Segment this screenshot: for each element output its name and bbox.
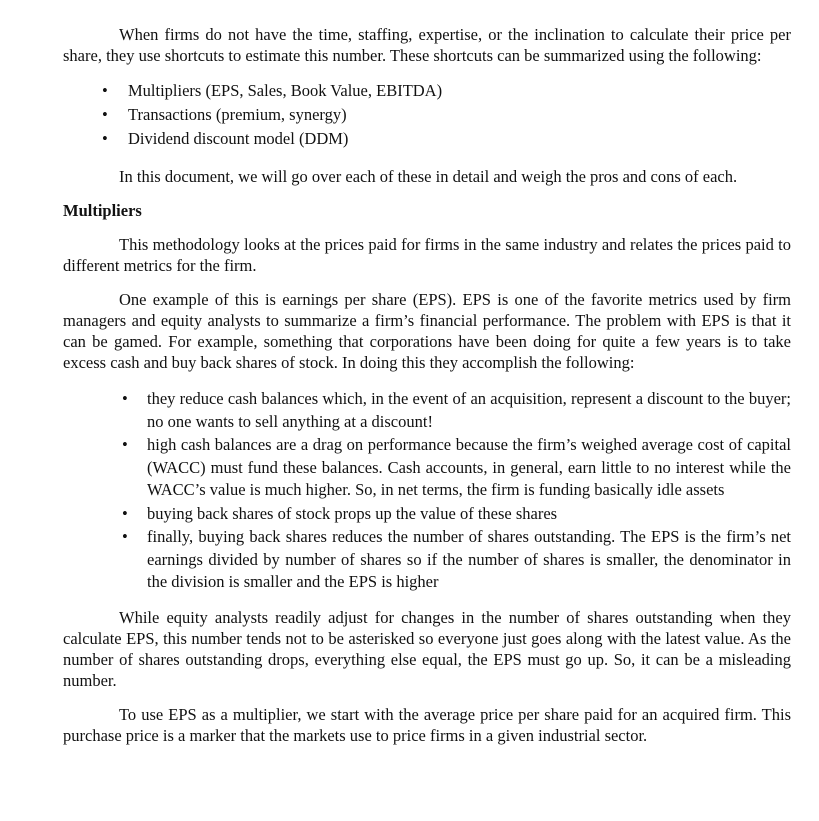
bullet-icon: • [122,503,128,523]
overview-paragraph: In this document, we will go over each of these in detail and weigh the pros and cons of each. [119,167,738,186]
list-item [63,503,791,526]
list-item-text: Transactions (premium, synergy) [128,105,347,124]
list-item-text: buying back shares of stock props up the value of these shares [147,503,558,523]
list-item-text: Dividend discount model (DDM) [128,129,349,148]
list-item [63,388,791,433]
bullet-icon: • [122,389,128,408]
bullet-icon: • [102,129,108,148]
list-item [63,127,791,151]
list-item [63,79,791,103]
list-item-text: they reduce cash balances which, in the event of an acquisition, represent a discount to the buyer; no one wants to sell anything at a discount! [147,389,791,431]
shortcut-list [63,79,791,151]
bullet-icon: • [102,81,108,100]
section-heading-multipliers: Multipliers [63,201,142,220]
bullet-icon: • [102,105,108,124]
list-item [63,526,791,594]
intro-paragraph: When firms do not have the time, staffing, expertise, or the inclination to calculate their price per share, they use shortcuts to estimate this number. These shortcuts can be summarized using the following: [63,25,791,65]
bullet-icon: • [122,435,128,454]
list-item-text: Multipliers (EPS, Sales, Book Value, EBITDA) [128,81,443,100]
list-item [63,103,791,127]
analysts-paragraph: While equity analysts readily adjust for changes in the number of shares outstanding when they calculate EPS, this number tends not to be asterisked so everyone just goes along with the latest value. As the number of shares outstanding drops, everything else equal, the EPS must go up. So, it can be a misleading number. [63,607,791,690]
list-item [63,434,791,502]
buyback-effects-list [63,388,791,594]
eps-example-paragraph: One example of this is earnings per share (EPS). EPS is one of the favorite metrics used by firm managers and equity analysts to summarize a firm’s financial performance. The problem with EPS is that it can be gamed. For example, something that corporations have been doing for quite a few years is to take excess cash and buy back shares of stock. In doing this they accomplish the following: [63,290,791,372]
list-item-text: high cash balances are a drag on performance because the firm’s weighed average cost of capital (WACC) must fund these balances. Cash accounts, in general, earn little to no interest while the WACC’s value is much higher. So, in net terms, the firm is funding basically idle assets [147,435,791,499]
eps-multiplier-paragraph: To use EPS as a multiplier, we start with the average price per share paid for an acquired firm. This purchase price is a marker that the markets use to price firms in a given industrial sector. [63,704,791,745]
list-item-text: finally, buying back shares reduces the number of shares outstanding. The EPS is the firm’s net earnings divided by number of shares so if the number of shares is smaller, the denominator in the division is smaller and the EPS is higher [147,527,791,591]
bullet-icon: • [122,527,128,546]
methodology-paragraph: This methodology looks at the prices paid for firms in the same industry and relates the prices paid to different metrics for the firm. [63,235,791,275]
